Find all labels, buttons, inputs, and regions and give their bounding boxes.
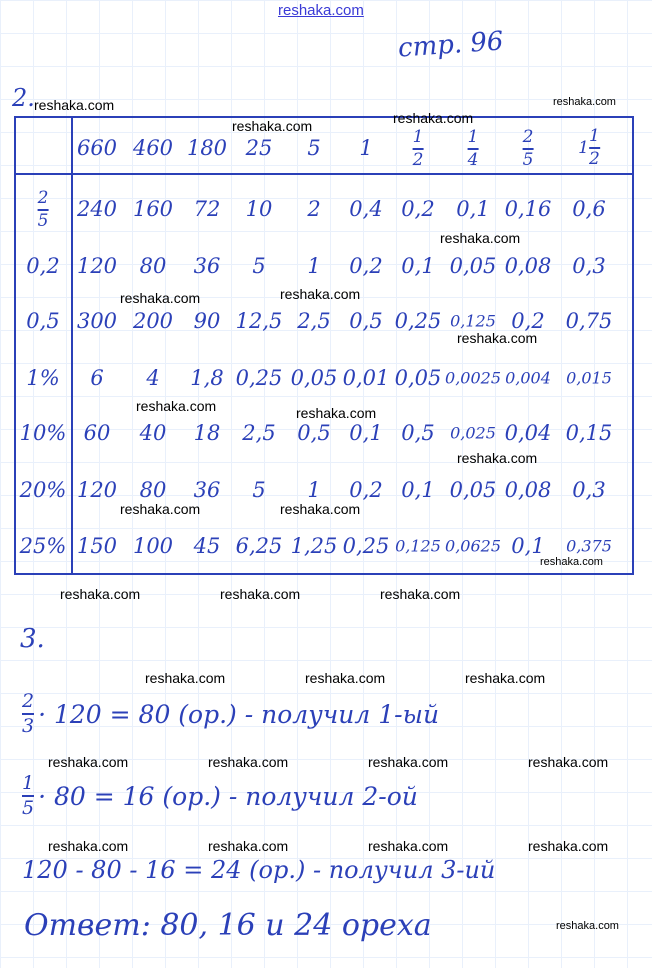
table-cell: 0,15 <box>565 421 613 445</box>
table-cell: 0,2 <box>401 197 435 221</box>
fraction-denominator: 2 <box>589 149 600 169</box>
fraction-denominator: 3 <box>22 715 35 737</box>
table-cell: 240 <box>76 197 118 221</box>
watermark: reshaka.com <box>48 754 129 770</box>
table-cell: 6,25 <box>235 534 283 558</box>
watermark: reshaka.com <box>296 405 377 421</box>
task3-line2 <box>22 774 418 818</box>
table-cell: 1 <box>307 478 321 502</box>
table-cell: 0,5 <box>297 421 331 445</box>
table-cell: 0,3 <box>572 254 606 278</box>
header-cell <box>578 128 600 168</box>
table-cell: 120 <box>76 478 118 502</box>
table-cell: 0,1 <box>349 421 383 445</box>
table-cell: 1,25 <box>290 534 338 558</box>
table-cell: 0,16 <box>504 197 552 221</box>
watermark: reshaka.com <box>465 670 546 686</box>
fraction <box>468 129 479 169</box>
mixed-number-whole: 1 <box>578 138 589 158</box>
fraction-numerator: 1 <box>589 126 600 146</box>
page-label: стр. 96 <box>397 26 505 64</box>
fraction-denominator: 2 <box>412 150 424 170</box>
header-cell: 460 <box>132 136 174 160</box>
fraction-numerator: 2 <box>522 127 534 147</box>
table-cell: 1,8 <box>190 366 224 390</box>
fraction-numerator: 1 <box>467 127 479 147</box>
table-cell: 0,05 <box>394 366 442 390</box>
watermark: reshaka.com <box>553 96 616 108</box>
table-cell: 18 <box>193 421 221 445</box>
table-cell: 0,375 <box>566 536 612 556</box>
watermark: reshaka.com <box>280 286 361 302</box>
watermark: reshaka.com <box>145 670 226 686</box>
table-cell: 0,1 <box>401 478 435 502</box>
table-cell: 4 <box>146 366 160 390</box>
table-cell: 5 <box>252 254 266 278</box>
watermark: reshaka.com <box>220 586 301 602</box>
table-cell: 0,2 <box>349 478 383 502</box>
fraction-numerator: 2 <box>37 188 49 208</box>
table-cell: 0,25 <box>394 309 442 333</box>
row-label-cell: 20% <box>19 478 67 502</box>
table-cell: 80 <box>139 254 167 278</box>
watermark: reshaka.com <box>60 586 141 602</box>
table-cell: 0,5 <box>349 309 383 333</box>
table-cell: 0,0025 <box>445 368 501 388</box>
fraction-numerator: 1 <box>412 127 424 147</box>
row-label-cell: 1% <box>26 366 60 390</box>
watermark: reshaka.com <box>208 754 289 770</box>
task3-line2-text: · 80 = 16 (ор.) - получил 2-ой <box>38 781 418 811</box>
table-cell: 0,6 <box>572 197 606 221</box>
watermark: reshaka.com <box>540 556 603 568</box>
table-cell: 0,04 <box>504 421 552 445</box>
table-cell: 0,1 <box>511 534 545 558</box>
task3-line1 <box>22 692 439 736</box>
table-cell: 0,4 <box>349 197 383 221</box>
table-cell: 0,2 <box>511 309 545 333</box>
header-cell <box>523 127 534 169</box>
fraction <box>413 129 424 169</box>
table-cell: 2,5 <box>297 309 331 333</box>
watermark: reshaka.com <box>120 501 201 517</box>
table-cell: 100 <box>132 534 174 558</box>
row-label-cell: 0,2 <box>26 254 60 278</box>
fraction <box>523 129 534 169</box>
table-cell: 0,125 <box>395 536 441 556</box>
task2-number: 2. <box>12 84 35 112</box>
header-cell: 180 <box>186 136 228 160</box>
table-cell: 0,25 <box>342 534 390 558</box>
table-cell: 0,3 <box>572 478 606 502</box>
watermark: reshaka.com <box>457 450 538 466</box>
watermark: reshaka.com <box>368 754 449 770</box>
table-cell: 0,1 <box>456 197 490 221</box>
watermark: reshaka.com <box>440 230 521 246</box>
table-cell: 200 <box>132 309 174 333</box>
task3-line1-text: · 120 = 80 (ор.) - получил 1-ый <box>38 699 440 729</box>
watermark: reshaka.com <box>528 838 609 854</box>
fraction <box>38 190 49 230</box>
row-label-cell: 25% <box>19 534 67 558</box>
table-cell: 0,004 <box>505 368 551 388</box>
watermark: reshaka.com <box>280 501 361 517</box>
row-label-cell: 10% <box>19 421 67 445</box>
table-cell: 0,05 <box>449 478 497 502</box>
table-cell: 72 <box>193 197 221 221</box>
watermark: reshaka.com <box>457 330 538 346</box>
task3-answer: Ответ: 80, 16 и 24 ореха <box>24 908 432 943</box>
watermark: reshaka.com <box>208 838 289 854</box>
fraction <box>589 128 600 168</box>
row-label-cell: 0,5 <box>26 309 60 333</box>
table-cell: 160 <box>132 197 174 221</box>
table-cell: 1 <box>307 254 321 278</box>
watermark: reshaka.com <box>368 838 449 854</box>
watermark: reshaka.com <box>136 398 217 414</box>
watermark: reshaka.com <box>305 670 386 686</box>
table-cell: 0,015 <box>566 368 612 388</box>
row-label-cell <box>38 188 49 230</box>
table-cell: 150 <box>76 534 118 558</box>
table-cell: 300 <box>76 309 118 333</box>
fraction-numerator: 1 <box>22 772 35 794</box>
table-cell: 2 <box>307 197 321 221</box>
watermark: reshaka.com <box>48 838 129 854</box>
fraction-two-thirds <box>22 692 34 736</box>
table-cell: 36 <box>193 478 221 502</box>
table-cell: 45 <box>193 534 221 558</box>
table-cell: 40 <box>139 421 167 445</box>
fraction-one-fifth <box>22 774 34 818</box>
task3-number: 3. <box>20 624 45 654</box>
table-cell: 0,0625 <box>445 536 501 556</box>
table-cell: 0,08 <box>504 254 552 278</box>
table-cell: 0,05 <box>449 254 497 278</box>
header-cell: 5 <box>307 136 321 160</box>
table-cell: 6 <box>90 366 104 390</box>
header-cell <box>468 127 479 169</box>
watermark: reshaka.com <box>232 118 313 134</box>
table-cell: 60 <box>83 421 111 445</box>
table-cell: 36 <box>193 254 221 278</box>
table-cell: 0,75 <box>565 309 613 333</box>
task3-line3: 120 - 80 - 16 = 24 (ор.) - получил 3-ий <box>22 856 496 884</box>
table-cell: 90 <box>193 309 221 333</box>
table-cell: 0,125 <box>450 311 496 331</box>
watermark: reshaka.com <box>393 110 474 126</box>
header-cell <box>413 127 424 169</box>
table-cell: 12,5 <box>235 309 283 333</box>
watermark: reshaka.com <box>528 754 609 770</box>
header-cell: 1 <box>359 136 373 160</box>
table-cell: 2,5 <box>242 421 276 445</box>
fraction-denominator: 4 <box>467 150 479 170</box>
table-cell: 0,08 <box>504 478 552 502</box>
table-cell: 10 <box>245 197 273 221</box>
fraction-numerator: 2 <box>22 690 35 712</box>
watermark-top[interactable]: reshaka.com <box>278 2 364 19</box>
table-cell: 0,25 <box>235 366 283 390</box>
table-cell: 0,05 <box>290 366 338 390</box>
watermark: reshaka.com <box>556 920 619 932</box>
table-cell: 0,025 <box>450 423 496 443</box>
header-cell: 660 <box>76 136 118 160</box>
table-cell: 0,2 <box>349 254 383 278</box>
watermark: reshaka.com <box>120 290 201 306</box>
table-cell: 5 <box>252 478 266 502</box>
watermark: reshaka.com <box>34 97 115 113</box>
watermark: reshaka.com <box>380 586 461 602</box>
fraction-denominator: 5 <box>37 211 49 231</box>
table-cell: 0,01 <box>342 366 390 390</box>
table-cell: 0,1 <box>401 254 435 278</box>
table-cell: 0,5 <box>401 421 435 445</box>
fraction-denominator: 5 <box>522 150 534 170</box>
table-cell: 120 <box>76 254 118 278</box>
header-cell: 25 <box>245 136 273 160</box>
fraction-denominator: 5 <box>22 797 35 819</box>
table-cell: 80 <box>139 478 167 502</box>
